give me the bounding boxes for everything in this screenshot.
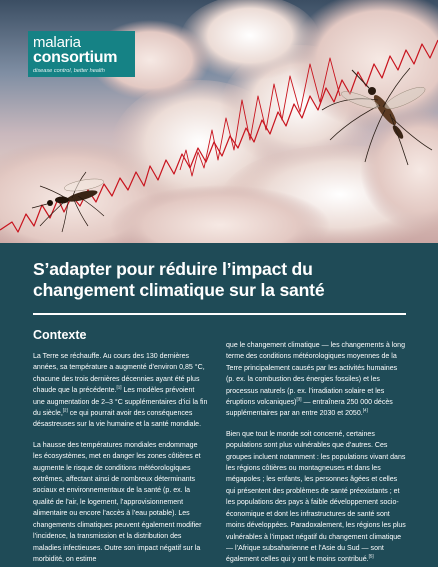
paragraph	[226, 429, 406, 566]
malaria-consortium-logo	[28, 31, 135, 77]
title-line-1: S’adapter pour réduire l’impact du	[33, 259, 313, 279]
footnote-ref[interactable]: [1]	[116, 384, 122, 390]
paragraph: La hausse des températures mondiales endommage les écosystèmes, met en danger les zones côtières et augmente le risque de conditions météorologiques extrêmes, affectant ainsi de nombreux déterminants sociaux et environnementaux de la santé (p. ex. la qualité de l’air, le logement, l’approvisionnement alimentaire ou encore l’accès à l’eau potable). Les changements climatiques peuvent également modifier l’incidence, la transmission et la distribution des maladies infectieuses. Outre son impact négatif sur la morbidité, on estime	[33, 441, 202, 563]
hero-image	[0, 0, 438, 243]
right-column	[226, 340, 406, 567]
document-title	[33, 259, 423, 301]
logo-tagline: disease control, better health	[33, 68, 105, 74]
footnote-ref[interactable]: [3]	[296, 396, 302, 402]
footnote-ref[interactable]: [2]	[62, 407, 68, 413]
text-run: ce qui pourrait avoir des conséquences désastreuses sur la vie humaine et la santé mondiale.	[33, 410, 202, 429]
left-column	[33, 328, 208, 567]
text-run: que le changement climatique — les changements à long terme des conditions météorologiques moyennes de la Terre principalement causés par les activités humaines (p. ex. la combustion des énergies fossiles) et les processus naturels (p. ex. l’irradiation solaire et les éruptions volcaniques)	[226, 342, 406, 407]
paragraph	[226, 340, 406, 420]
text-run: Les modèles prévoient une augmentation de 2–3 °C supplémentaires d’ici la fin du siècle,	[33, 387, 208, 418]
logo-wordmark-top: malaria	[33, 34, 81, 51]
paragraph	[33, 351, 208, 431]
title-line-2: changement climatique sur la santé	[33, 280, 325, 300]
section-heading: Contexte	[33, 328, 87, 342]
logo-wordmark-bottom: consortium	[33, 49, 118, 66]
text-run: La Terre se réchauffe. Au cours des 130 dernières années, sa température a augmenté d’environ 0,85 °C, chacune des trois dernières décennies ayant été plus chaude que la précédente.	[33, 353, 205, 395]
text-run: Bien que tout le monde soit concerné, certaines populations sont plus vulnérables que d’autres. Ces groupes incluent notamment : les populations vivant dans les régions côtières ou montagneuses et dans les mégapoles ; les enfants, les personnes âgées et celles qui présentent des problèmes de santé préexistants ; et les populations des pays à faible développement socio-économique et dont les infrastructures de santé sont moins développées. Paradoxalement, les régions les plus vulnérables à l’impact négatif du changement climatique — l’Afrique subsaharienne et l’Asie du Sud — sont également celles qui y ont le moins contribué.	[226, 430, 406, 564]
footnote-ref[interactable]: [4]	[362, 408, 368, 414]
title-divider	[33, 313, 406, 315]
text-run: — entraînera 250 000 décès supplémentaires par an entre 2030 et 2050.	[226, 399, 393, 418]
footnote-ref[interactable]: [5]	[368, 553, 374, 559]
